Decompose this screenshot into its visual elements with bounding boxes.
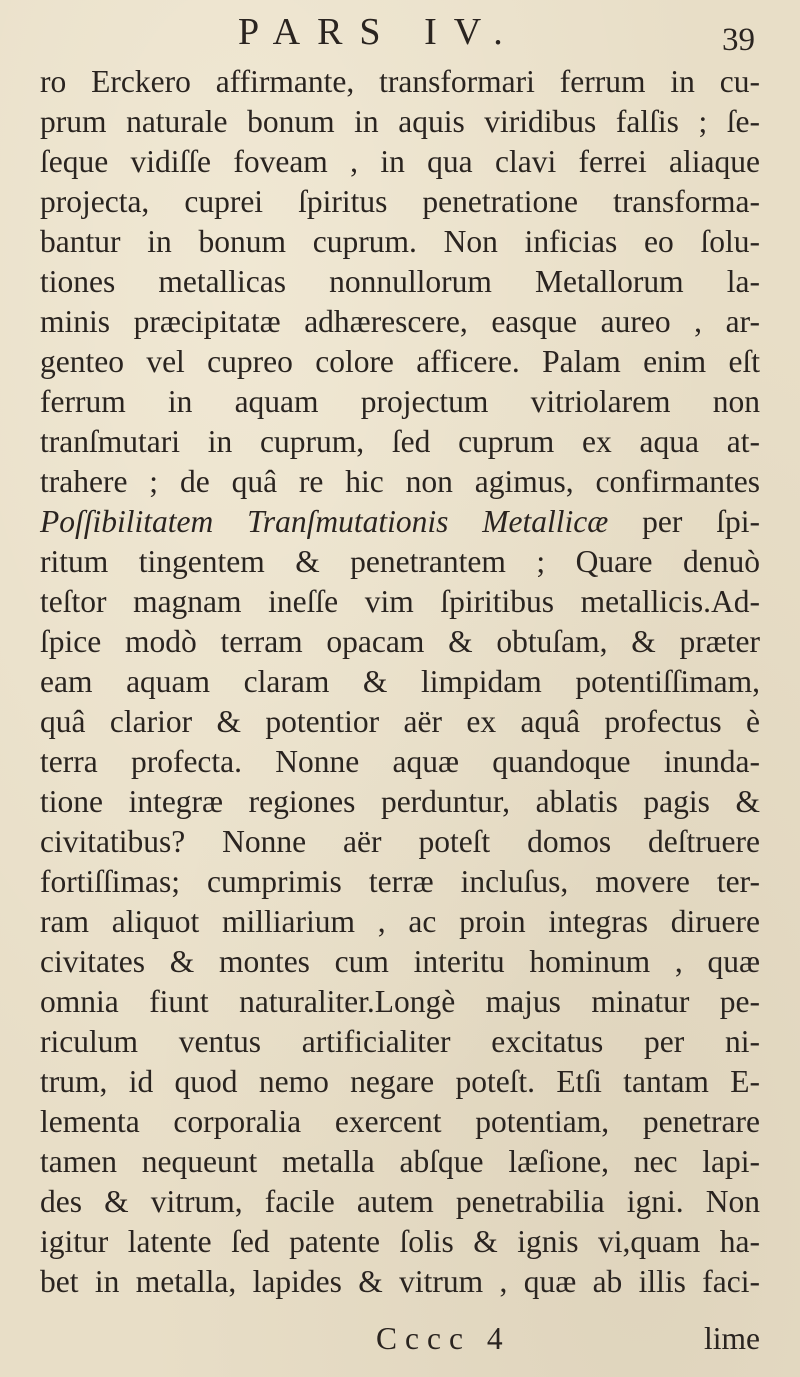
text-line: tione integræ regiones perduntur, ablatis pagis & [40,784,760,819]
text-line: igitur latente ſed patente ſolis & ignis vi,quam ha- [40,1224,760,1259]
running-head: PARS IV. [238,11,520,53]
signature-mark: Cccc 4 [376,1321,511,1356]
text-line: bet in metalla, lapides & vitrum , quæ ab illis faci- [40,1264,760,1299]
text-line: des & vitrum, facile autem penetrabilia igni. Non [40,1184,760,1219]
text-line: tiones metallicas nonnullorum Metallorum la- [40,264,760,299]
text-line: ſpice modò terram opacam & obtuſam, & præter [40,624,760,659]
text-line: lementa corporalia exercent potentiam, penetrare [40,1104,760,1139]
text-line: trum, id quod nemo negare poteſt. Etſi tantam E- [40,1064,760,1099]
text-line: civitates & montes cum interitu hominum , quæ [40,944,760,979]
text-line: ro Erckero affirmante, transformari ferrum in cu- [40,64,760,99]
italic-phrase: Poſſibilitatem Tranſmutationis Metallicæ [40,504,609,539]
text-line: minis præcipitatæ adhærescere, easque aureo , ar- [40,304,760,339]
text-line: quâ clarior & potentior aër ex aquâ profectus è [40,704,760,739]
text-line: projecta, cuprei ſpiritus penetratione transforma- [40,184,760,219]
text-line: ritum tingentem & penetrantem ; Quare denuò [40,544,760,579]
text-line: prum naturale bonum in aquis viridibus falſis ; ſe- [40,104,760,139]
text-line: ram aliquot milliarium , ac proin integras diruere [40,904,760,939]
text-line: tranſmutari in cuprum, ſed cuprum ex aqua at- [40,424,760,459]
text-line: tamen nequeunt metalla abſque læſione, nec lapi- [40,1144,760,1179]
text-line: civitatibus? Nonne aër poteſt domos deſtruere [40,824,760,859]
text-line: terra profecta. Nonne aquæ quandoque inunda- [40,744,760,779]
page-number: 39 [722,22,755,58]
text-run: per ſpi- [608,504,761,539]
text-line: bantur in bonum cuprum. Non inficias eo ſolu- [40,224,760,259]
footer-line [0,1319,800,1359]
text-line-mixed [40,502,760,542]
text-line: eam aquam claram & limpidam potentiſſimam, [40,664,760,699]
text-line: trahere ; de quâ re hic non agimus, confirmantes [40,464,760,499]
text-line: ferrum in aquam projectum vitriolarem non [40,384,760,419]
text-line: omnia fiunt naturaliter.Longè majus minatur pe- [40,984,760,1019]
text-line: genteo vel cupreo colore afficere. Palam enim eſt [40,344,760,379]
text-line: teſtor magnam ineſſe vim ſpiritibus metallicis.Ad- [40,584,760,619]
text-line: fortiſſimas; cumprimis terræ incluſus, movere ter- [40,864,760,899]
text-line: riculum ventus artificialiter excitatus per ni- [40,1024,760,1059]
text-line: ſeque vidiſſe foveam , in qua clavi ferrei aliaque [40,144,760,179]
catchword: lime [704,1321,760,1356]
